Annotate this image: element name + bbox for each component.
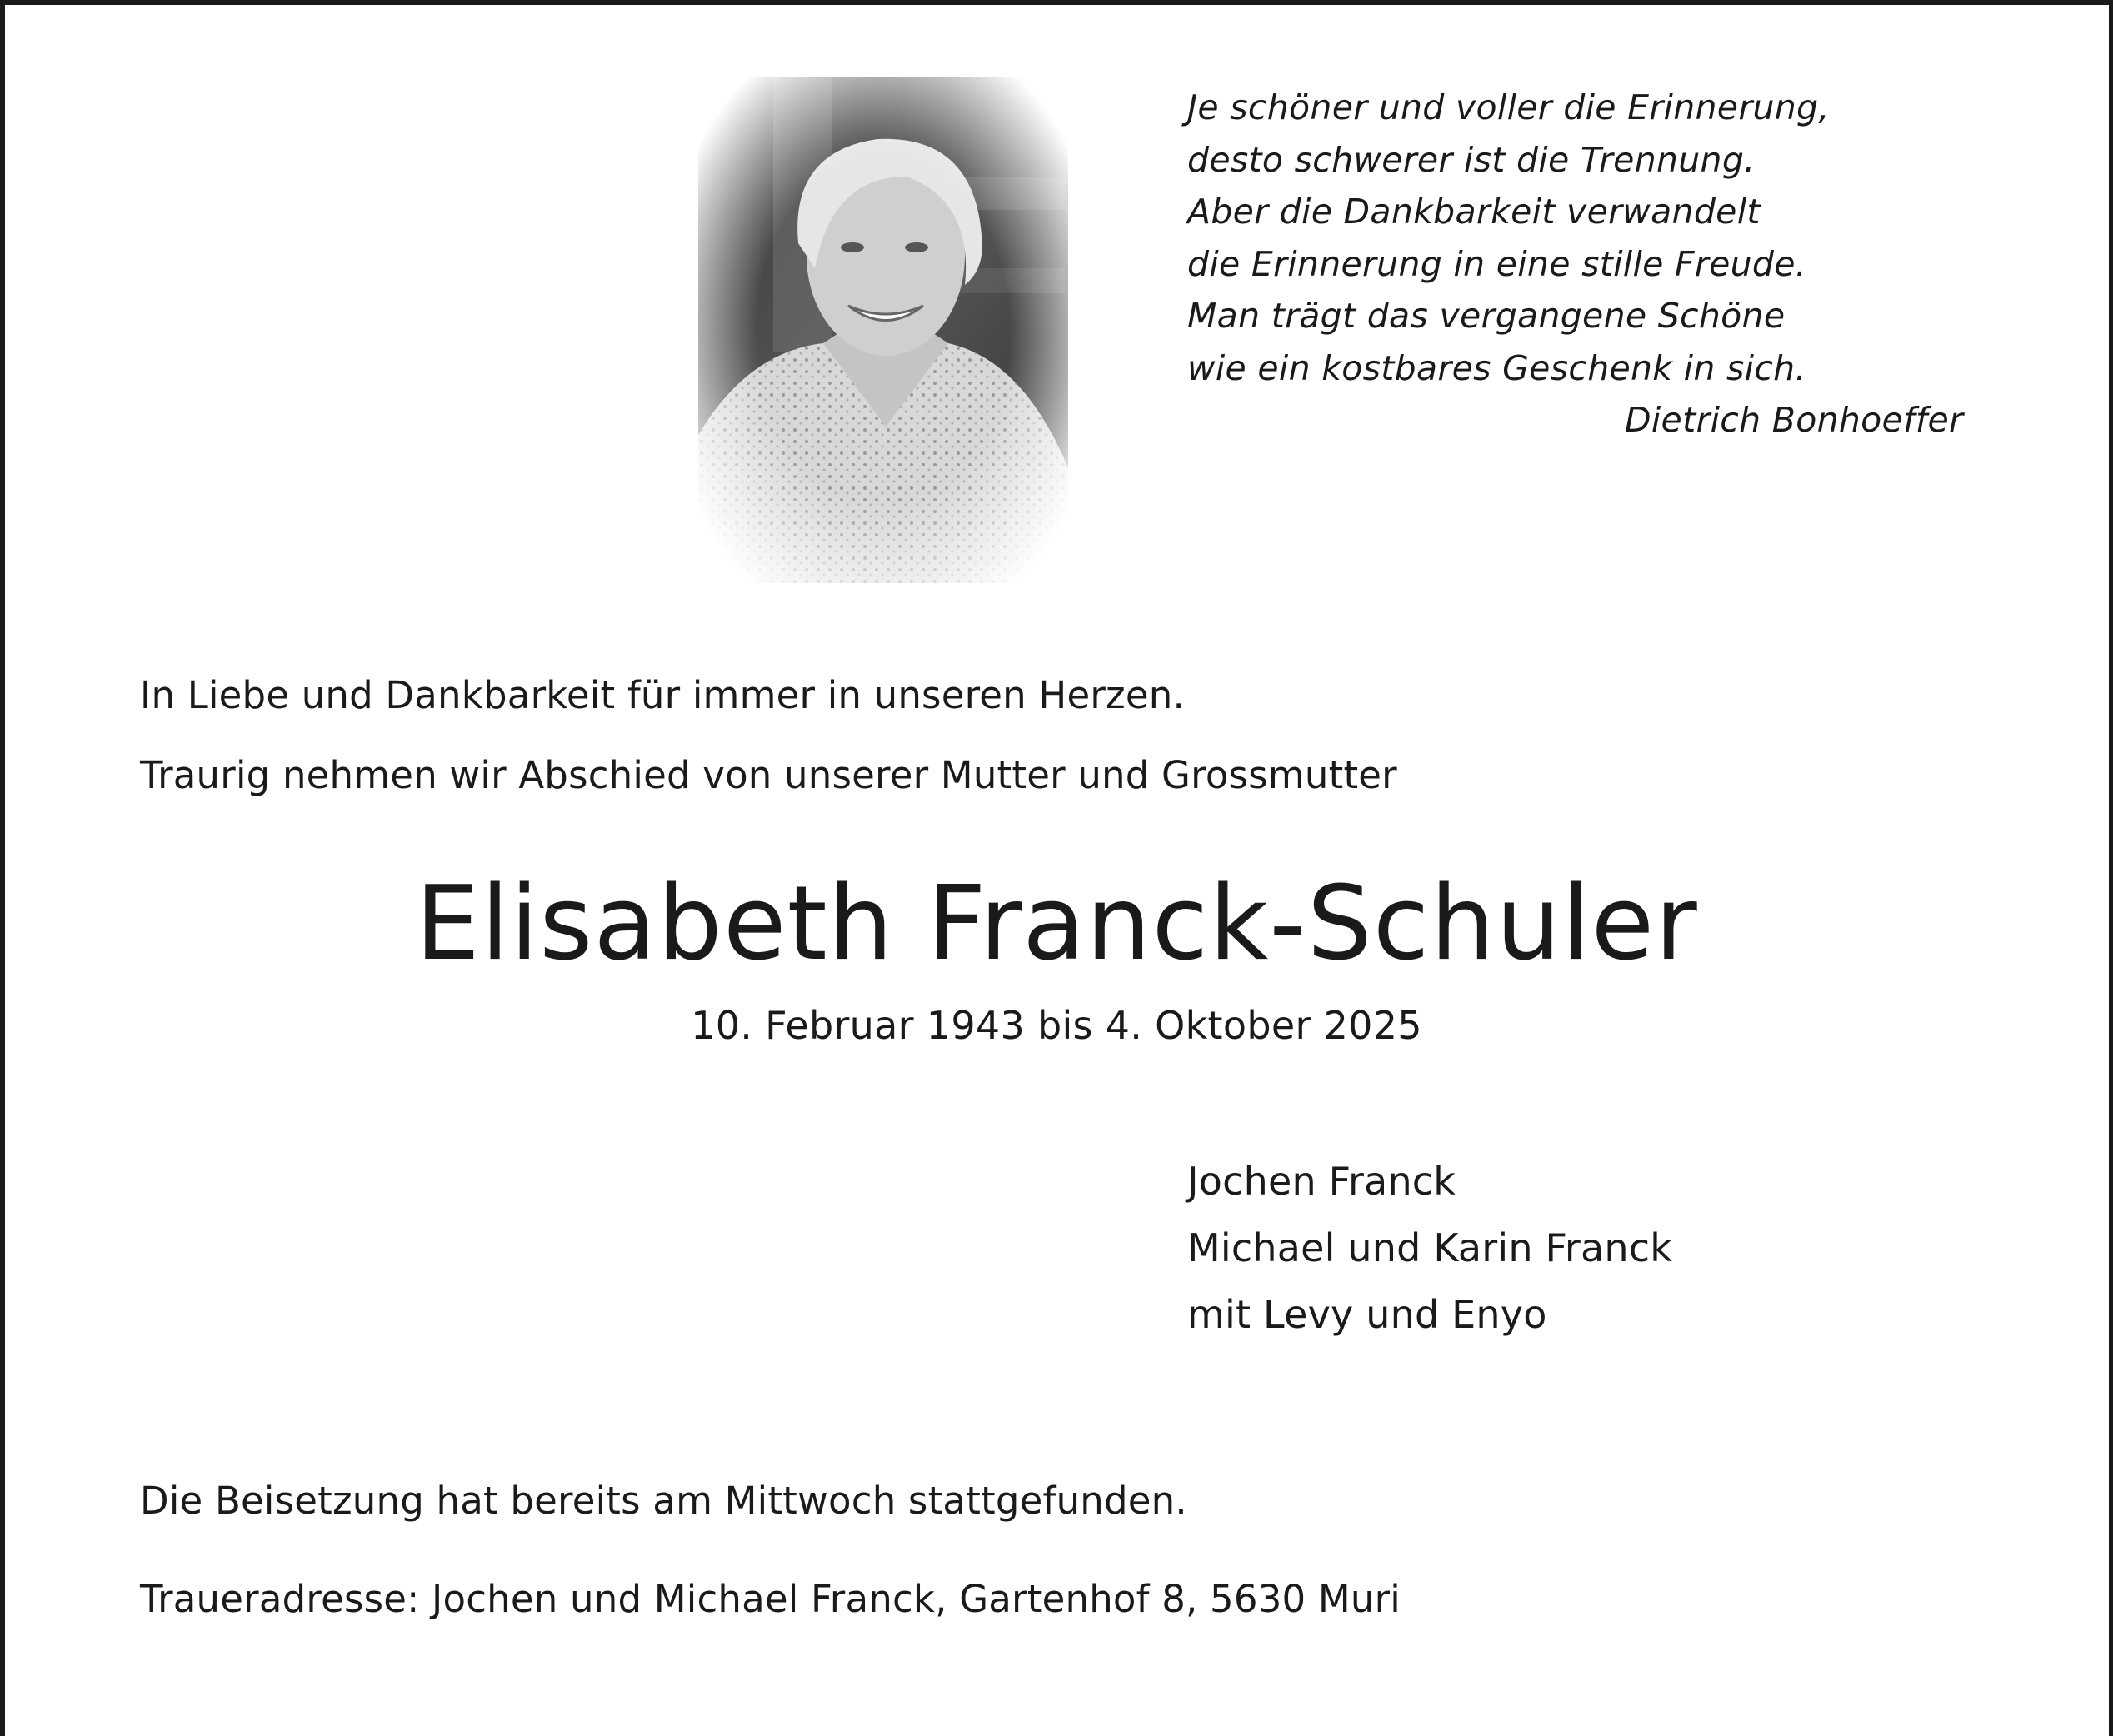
life-dates: 10. Februar 1943 bis 4. Oktober 2025	[691, 1003, 1422, 1048]
quote-line: Aber die Dankbarkeit verwandelt	[1187, 192, 1761, 232]
mourning-address: Traueradresse: Jochen und Michael Franck, Gartenhof 8, 5630 Muri	[140, 1577, 1401, 1621]
family-member: Michael und Karin Franck	[1187, 1225, 1673, 1270]
quote-line: Je schöner und voller die Erinnerung,	[1187, 87, 1830, 127]
portrait-photo-icon	[698, 77, 1068, 583]
quote-author: Dietrich Bonhoeffer	[1625, 400, 1964, 440]
deceased-name: Elisabeth Franck-Schuler	[415, 865, 1698, 984]
quote-line: wie ein kostbares Geschenk in sich.	[1187, 347, 1806, 388]
family-member: Jochen Franck	[1187, 1159, 1456, 1204]
bonhoeffer-quote	[1187, 82, 2021, 440]
family-list	[1187, 1148, 1672, 1348]
burial-notice: Die Beisetzung hat bereits am Mittwoch stattgefunden.	[140, 1479, 1187, 1523]
intro-line-love: In Liebe und Dankbarkeit für immer in unseren Herzen.	[140, 673, 1185, 717]
family-member: mit Levy und Enyo	[1187, 1292, 1547, 1337]
intro-line-farewell: Traurig nehmen wir Abschied von unserer Mutter und Grossmutter	[140, 753, 1397, 797]
quote-line: die Erinnerung in eine stille Freude.	[1187, 243, 1807, 284]
quote-line: desto schwerer ist die Trennung.	[1187, 139, 1756, 180]
quote-line: Man trägt das vergangene Schöne	[1187, 296, 1786, 336]
